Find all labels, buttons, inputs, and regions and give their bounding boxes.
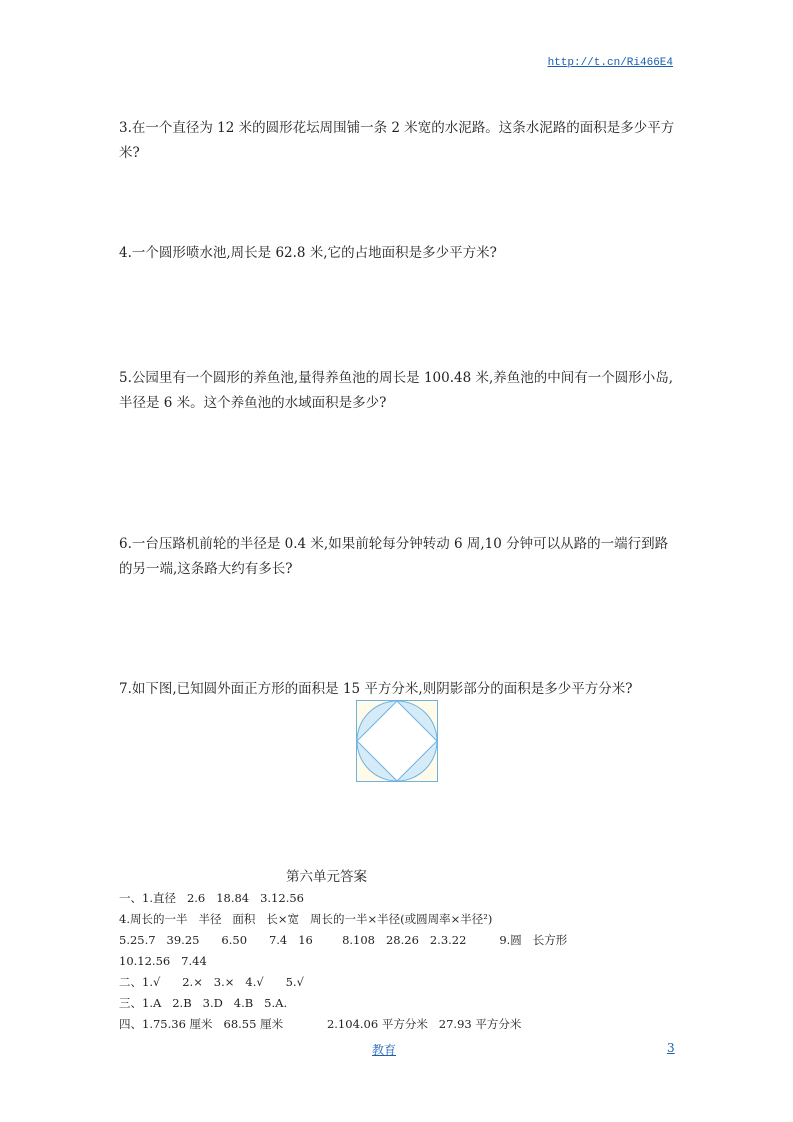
answer-line-7: 四、1.75.36 厘米 68.55 厘米 2.104.06 平方分米 27.93 平方分米 [119, 1017, 522, 1031]
answer-section [119, 888, 679, 1035]
answer-line-4: 10.12.56 7.44 [119, 954, 207, 968]
footer-link[interactable]: 教育 [372, 1043, 397, 1057]
header-link[interactable]: http://t.cn/Ri466E4 [547, 57, 673, 69]
page-number: 3 [667, 1041, 675, 1055]
square-circle-figure [356, 700, 438, 782]
answer-title: 第六单元答案 [286, 869, 367, 885]
answer-line-6: 三、1.A 2.B 3.D 4.B 5.A. [119, 996, 288, 1010]
answer-line-3: 5.25.7 39.25 6.50 7.4 16 8.108 28.26 2.3.22 9.圆 长方形 [119, 933, 568, 947]
figure-svg [356, 700, 438, 782]
answer-line-2: 4.周长的一半 半径 面积 长×宽 周长的一半×半径(或圆周率×半径²) [119, 912, 493, 926]
question-3: 3.在一个直径为 12 米的圆形花坛周围铺一条 2 米宽的水泥路。这条水泥路的面积是多少平方米? [119, 120, 675, 161]
question-7: 7.如下图,已知圆外面正方形的面积是 15 平方分米,则阴影部分的面积是多少平方分米? [119, 681, 633, 697]
question-4: 4.一个圆形喷水池,周长是 62.8 米,它的占地面积是多少平方米? [119, 245, 497, 261]
question-6: 6.一台压路机前轮的半径是 0.4 米,如果前轮每分钟转动 6 周,10 分钟可以从路的一端行到路的另一端,这条路大约有多长? [119, 536, 669, 577]
answer-line-1: 一、1.直径 2.6 18.84 3.12.56 [119, 891, 304, 905]
answer-line-5: 二、1.√ 2.× 3.× 4.√ 5.√ [119, 975, 304, 989]
question-5: 5.公园里有一个圆形的养鱼池,量得养鱼池的周长是 100.48 米,养鱼池的中间有一个圆形小岛,半径是 6 米。这个养鱼池的水域面积是多少? [119, 370, 674, 411]
